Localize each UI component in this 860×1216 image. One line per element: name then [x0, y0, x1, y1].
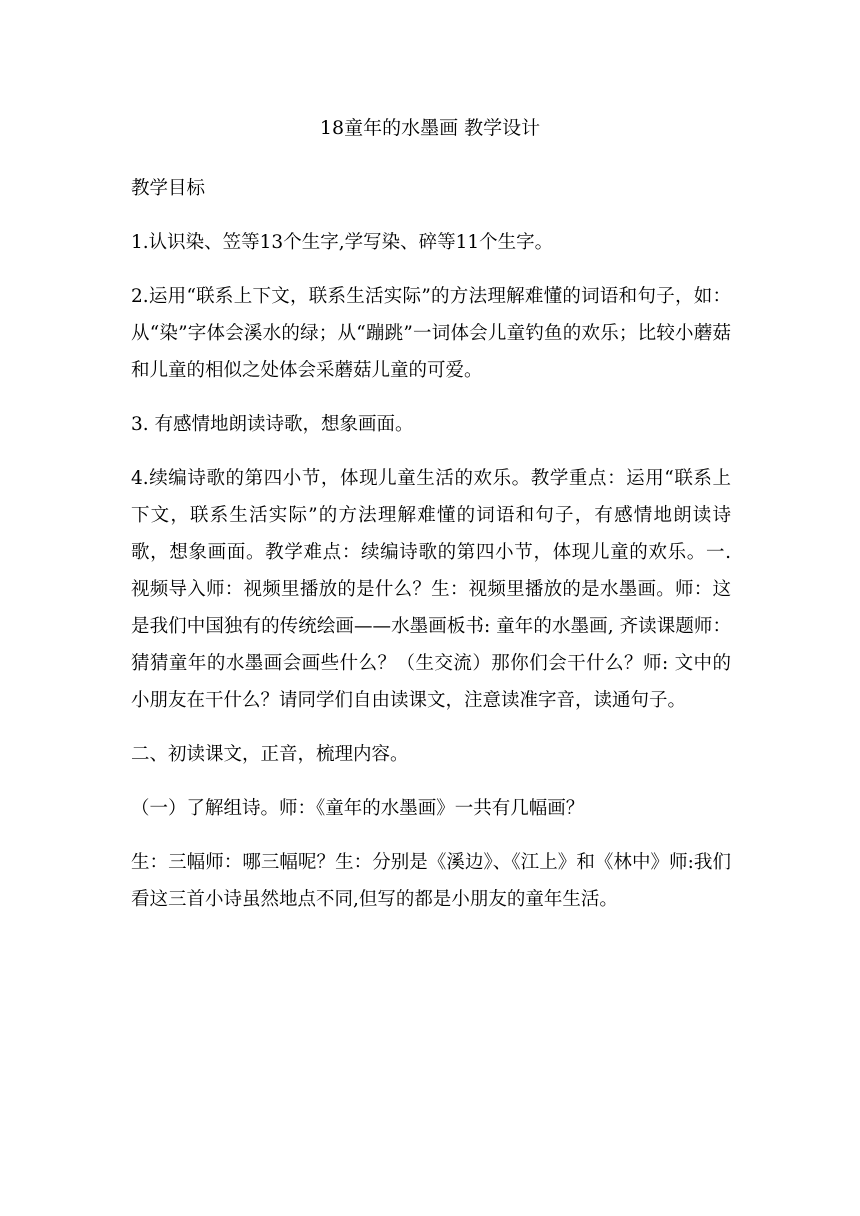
goal-1-paragraph: 1.认识染、笠等13个生字,学写染、碎等11个生字。	[131, 232, 554, 253]
heading-teaching-goals: 教学目标	[131, 178, 206, 199]
goal-3-paragraph: 3. 有感情地朗读诗歌，想象画面。	[131, 414, 414, 435]
subsection-1-paragraph: （一）了解组诗。师：《童年的水墨画》一共有几幅画？	[131, 798, 585, 819]
section-2-heading: 二、初读课文，正音，梳理内容。	[131, 744, 409, 765]
goal-4-paragraph: 4.续编诗歌的第四小节，体现儿童生活的欢乐。教学重点：运用“联系上下文，联系生活实际”的方法理解难懂的词语和句子，有感情地朗读诗歌，想象画面。教学难点：续编诗歌的第四小节，体现儿童的欢乐。一. 视频导入师：视频里播放的是什么？生：视频里播放的是水墨画。师：这是我们中国独有的传统绘画——水墨画板书: 童年的水墨画, 齐读课题师：猜猜童年的水墨画会画些什么？（生交流）那你们会干什么？师: 文中的小朋友在干什么？请同学们自由读课文，注意读准字音，读通句子。	[131, 468, 731, 711]
document-body	[131, 170, 731, 918]
goal-2-paragraph: 2.运用“联系上下文，联系生活实际”的方法理解难懂的词语和句子，如：从“染”字体会溪水的绿；从“蹦跳”一词体会儿童钓鱼的欢乐；比较小蘑菇和儿童的相似之处体会采蘑菇儿童的可爱。	[131, 286, 731, 381]
dialogue-paragraph: 生：三幅师：哪三幅呢？生：分别是《溪边》、《江上》和《林中》师:我们看这三首小诗虽然地点不同,但写的都是小朋友的童年生活。	[131, 852, 731, 910]
document-title: 18童年的水墨画 教学设计	[319, 117, 541, 139]
